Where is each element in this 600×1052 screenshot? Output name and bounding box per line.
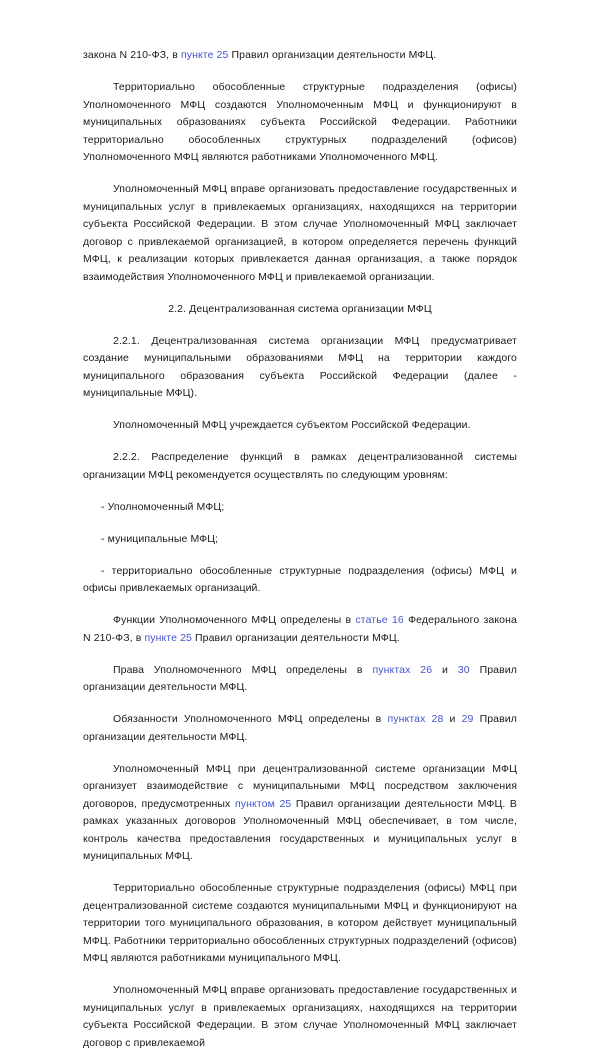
inline-reference-link[interactable]: 30 [457, 663, 470, 676]
text-run: Федерального закона N 210-ФЗ, в [83, 614, 517, 644]
text-run: - территориально обособленные структурные подразделения (офисы) МФЦ и офисы привлекаемых организаций. [83, 564, 517, 594]
body-paragraph [83, 612, 517, 647]
body-paragraph [83, 449, 517, 484]
text-run: Уполномоченный МФЦ учреждается субъектом Российской Федерации. [113, 419, 471, 431]
text-run: - муниципальные МФЦ; [101, 532, 219, 545]
text-run: 2.2.1. Децентрализованная система организации МФЦ предусматривает создание муниципальными образованиями МФЦ на территории каждого муниципального образования субъекта Российской Федерации (далее - муниципальные МФЦ). [83, 334, 517, 399]
body-paragraph [83, 181, 517, 286]
text-run: Права Уполномоченного МФЦ определены в [113, 663, 373, 676]
body-paragraph [83, 47, 517, 65]
text-run: Правил организации деятельности МФЦ. [191, 631, 400, 644]
document-body [83, 47, 517, 1052]
text-run: Территориально обособленные структурные подразделения (офисы) Уполномоченного МФЦ создаются Уполномоченным МФЦ и функционируют в муниципальных образованиях субъекта Российской Федерации. Работники территориально обособленных структурных подразделений (офисов) Уполномоченного МФЦ являются работниками Уполномоченного МФЦ. [83, 81, 517, 163]
inline-reference-link[interactable]: пунктах 28 [387, 713, 444, 725]
text-run: Правил организации деятельности МФЦ. В рамках указанных договоров Уполномоченный МФЦ обеспечивает, в том числе, контроль качества предоставления государственных и муниципальных услуг в муниципальных МФЦ. [83, 797, 518, 862]
inline-reference-link[interactable]: 29 [461, 713, 474, 725]
body-paragraph [83, 711, 517, 746]
list-item [83, 499, 517, 517]
list-item [83, 531, 517, 549]
body-paragraph [83, 417, 517, 435]
inline-reference-link[interactable]: пунктом 25 [234, 797, 292, 810]
text-run: 2.2.2. Распределение функций в рамках децентрализованной системы организации МФЦ рекомендуется осуществлять по следующим уровням: [83, 451, 517, 481]
text-run: Территориально обособленные структурные подразделения (офисы) МФЦ при децентрализованной системе создаются муниципальными МФЦ и функционируют на территории того муниципального образования, в котором действует муниципальный МФЦ. Работники территориально обособленных структурных подразделений (офисов) МФЦ являются работниками муниципального МФЦ. [83, 882, 517, 964]
text-run: и [432, 663, 458, 676]
inline-reference-link[interactable]: пункте 25 [180, 49, 229, 61]
text-run: и [443, 713, 462, 725]
text-run: 2.2. Децентрализованная система организации МФЦ [168, 302, 432, 315]
text-run: Уполномоченный МФЦ вправе организовать предоставление государственных и муниципальных услуг в привлекаемых организациях, находящихся на территории субъекта Российской Федерации. В этом случае Уполномоченный МФЦ заключает договор с привлекаемой организацией, в котором определяется перечень функций МФЦ, к реализации которых привлекается данная организация, а также порядок взаимодействия Уполномоченного МФЦ и привлекаемой организации. [83, 183, 517, 283]
text-run: Уполномоченный МФЦ вправе организовать предоставление государственных и муниципальных услуг в привлекаемых организациях, находящихся на территории субъекта Российской Федерации. В этом случае Уполномоченный МФЦ заключает договор с привлекаемой [83, 984, 517, 1049]
inline-reference-link[interactable]: пункте 25 [144, 631, 192, 644]
body-paragraph [83, 662, 517, 697]
text-run: Функции Уполномоченного МФЦ определены в [113, 614, 356, 626]
body-paragraph [83, 880, 517, 968]
text-run: Правил организации деятельности МФЦ. [228, 49, 437, 61]
section-heading [83, 301, 517, 319]
body-paragraph [83, 79, 517, 167]
body-paragraph [83, 982, 517, 1052]
text-run: - Уполномоченный МФЦ; [101, 500, 225, 513]
text-run: Правил организации деятельности МФЦ. [83, 663, 518, 693]
text-run: Обязанности Уполномоченного МФЦ определены в [113, 713, 388, 725]
text-run: закона N 210-ФЗ, в [83, 49, 181, 61]
inline-reference-link[interactable]: статье 16 [355, 614, 404, 626]
text-run: Уполномоченный МФЦ при децентрализованной системе организации МФЦ организует взаимодействие с муниципальными МФЦ посредством заключения договоров, предусмотренных [83, 762, 517, 810]
text-run: Правил организации деятельности МФЦ. [83, 713, 518, 743]
inline-reference-link[interactable]: пунктах 26 [372, 663, 433, 676]
body-paragraph [83, 761, 517, 866]
list-item [83, 563, 517, 598]
body-paragraph [83, 333, 517, 403]
